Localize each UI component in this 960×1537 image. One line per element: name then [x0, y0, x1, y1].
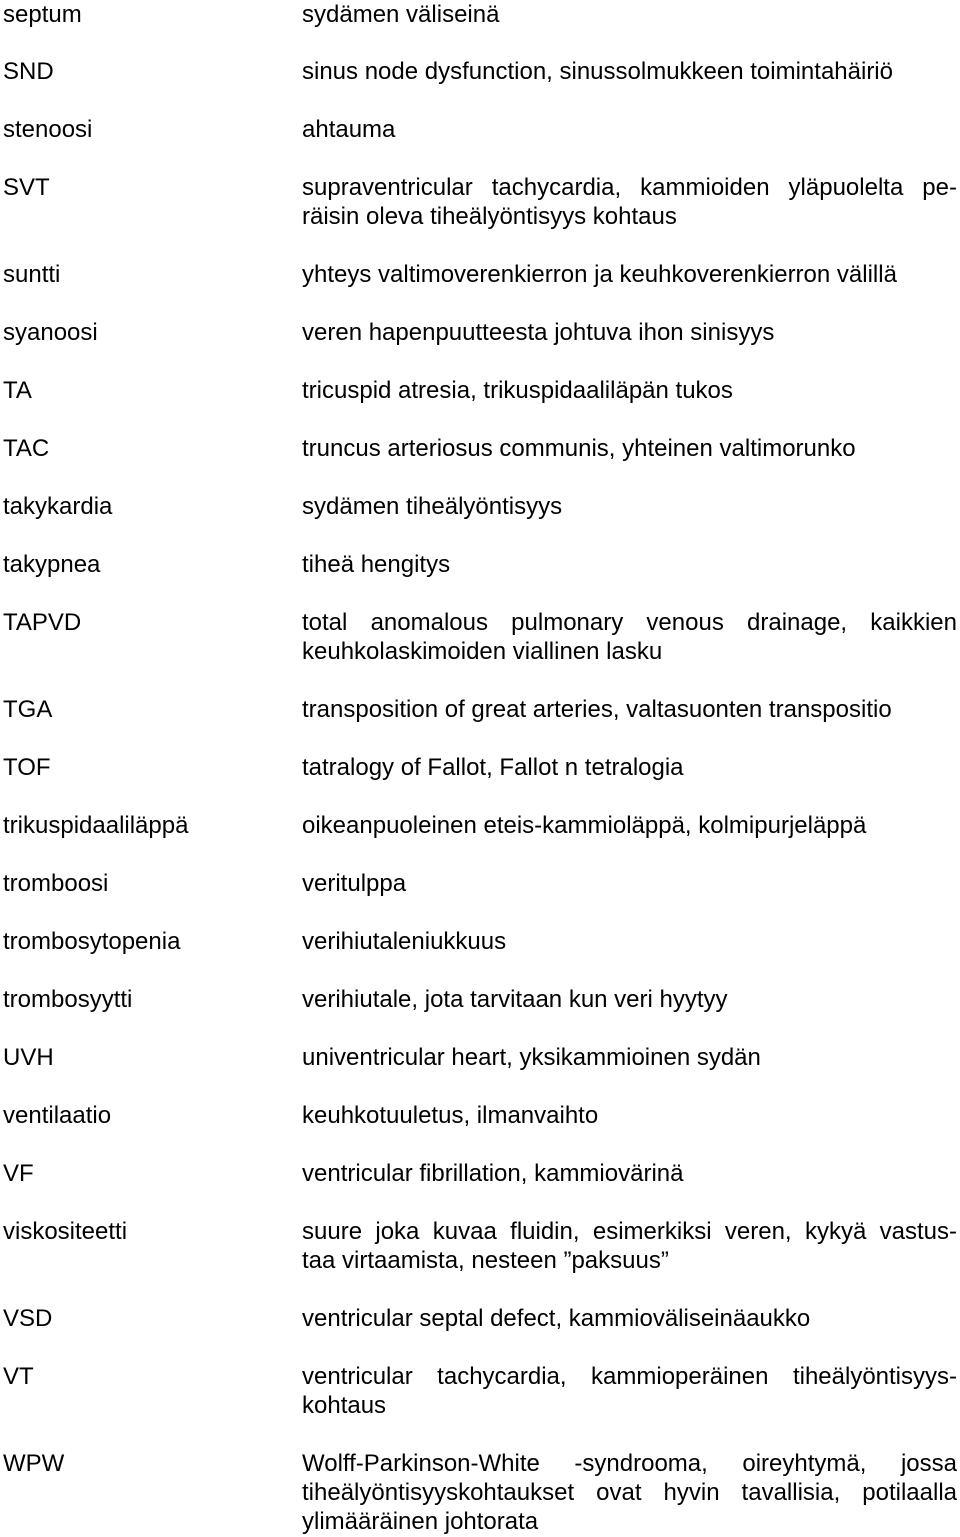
glossary-term: trikuspidaaliläppä	[3, 812, 189, 839]
glossary-term: TAPVD	[3, 609, 82, 636]
glossary-definition	[302, 927, 957, 956]
glossary-term: ventilaatio	[3, 1102, 112, 1129]
glossary-definition	[302, 695, 957, 724]
glossary-term: viskositeetti	[3, 1218, 128, 1245]
definition-line: kohtaus	[302, 1392, 387, 1419]
definition-line: sydämen tiheälyöntisyys	[302, 493, 563, 520]
glossary-definition	[302, 376, 957, 405]
glossary-term: UVH	[3, 1044, 54, 1071]
definition-line: veritulppa	[302, 870, 407, 897]
glossary-definition	[302, 985, 957, 1014]
glossary-term: trombosytopenia	[3, 928, 181, 955]
glossary-term: suntti	[3, 261, 61, 288]
definition-line: ventricular septal defect, kammioväliseinäaukko	[302, 1305, 811, 1332]
definition-line: verihiutaleniukkuus	[302, 928, 507, 955]
glossary-definition	[302, 1362, 957, 1420]
glossary-term: stenoosi	[3, 116, 93, 143]
glossary-definition	[302, 1101, 957, 1130]
definition-line: supraventricular tachycardia, kammioiden yläpuolelta pe-	[302, 174, 957, 201]
glossary-term: VF	[3, 1160, 34, 1187]
glossary-definition	[302, 608, 957, 666]
glossary-definition	[302, 1159, 957, 1188]
definition-line: Wolff-Parkinson-White -syndrooma, oireyhtymä, jossa	[302, 1450, 957, 1477]
glossary-definition	[302, 115, 957, 144]
glossary-definition	[302, 811, 957, 840]
glossary-definition	[302, 492, 957, 521]
glossary-definition	[302, 1304, 957, 1333]
glossary-term: TGA	[3, 696, 53, 723]
glossary-term: WPW	[3, 1450, 65, 1477]
definition-line: yhteys valtimoverenkierron ja keuhkoverenkierron välillä	[302, 261, 897, 288]
definition-line: räisin oleva tiheälyöntisyys kohtaus	[302, 203, 677, 230]
glossary-definition	[302, 318, 957, 347]
glossary-term: SND	[3, 58, 54, 85]
definition-line: oikeanpuoleinen eteis-kammioläppä, kolmipurjeläppä	[302, 812, 867, 839]
glossary-term: septum	[3, 1, 82, 28]
glossary-definition	[302, 173, 957, 231]
definition-line: tiheä hengitys	[302, 551, 451, 578]
glossary-term: VSD	[3, 1305, 53, 1332]
glossary-term: TAC	[3, 435, 50, 462]
definition-line: ahtauma	[302, 116, 396, 143]
definition-line: ylimääräinen johtorata	[302, 1508, 539, 1535]
definition-line: total anomalous pulmonary venous drainage, kaikkien	[302, 609, 957, 636]
definition-line: tricuspid atresia, trikuspidaaliläpän tukos	[302, 377, 733, 404]
glossary-definition	[302, 57, 957, 86]
definition-line: keuhkolaskimoiden viallinen lasku	[302, 638, 663, 665]
glossary-definition	[302, 260, 957, 289]
definition-line: sinus node dysfunction, sinussolmukkeen toimintahäiriö	[302, 58, 893, 85]
definition-line: ventricular fibrillation, kammiovärinä	[302, 1160, 684, 1187]
glossary-definition	[302, 0, 957, 29]
glossary-term: TOF	[3, 754, 51, 781]
definition-line: transposition of great arteries, valtasuonten transpositio	[302, 696, 892, 723]
glossary-term: SVT	[3, 174, 50, 201]
glossary-definition	[302, 434, 957, 463]
definition-line: tatralogy of Fallot, Fallot n tetralogia	[302, 754, 684, 781]
glossary-definition	[302, 1217, 957, 1275]
definition-line: taa virtaamista, nesteen ”paksuus”	[302, 1247, 669, 1274]
glossary-term: TA	[3, 377, 32, 404]
glossary-definition	[302, 1449, 957, 1536]
glossary-definition	[302, 753, 957, 782]
definition-line: veren hapenpuutteesta johtuva ihon sinisyys	[302, 319, 775, 346]
definition-line: truncus arteriosus communis, yhteinen valtimorunko	[302, 435, 856, 462]
glossary-term: trombosyytti	[3, 986, 133, 1013]
glossary-definition	[302, 550, 957, 579]
glossary-definition	[302, 869, 957, 898]
definition-line: verihiutale, jota tarvitaan kun veri hyytyy	[302, 986, 728, 1013]
definition-line: ventricular tachycardia, kammioperäinen tiheälyöntisyys-	[302, 1363, 957, 1390]
glossary-term: syanoosi	[3, 319, 98, 346]
glossary-term: takypnea	[3, 551, 101, 578]
glossary-term: tromboosi	[3, 870, 109, 897]
glossary-definition	[302, 1043, 957, 1072]
glossary-term: takykardia	[3, 493, 113, 520]
definition-line: sydämen väliseinä	[302, 1, 500, 28]
glossary-term: VT	[3, 1363, 34, 1390]
definition-line: keuhkotuuletus, ilmanvaihto	[302, 1102, 599, 1129]
definition-line: tiheälyöntisyyskohtaukset ovat hyvin tavallisia, potilaalla	[302, 1479, 957, 1506]
definition-line: suure joka kuvaa fluidin, esimerkiksi veren, kykyä vastus-	[302, 1218, 957, 1245]
definition-line: univentricular heart, yksikammioinen sydän	[302, 1044, 761, 1071]
